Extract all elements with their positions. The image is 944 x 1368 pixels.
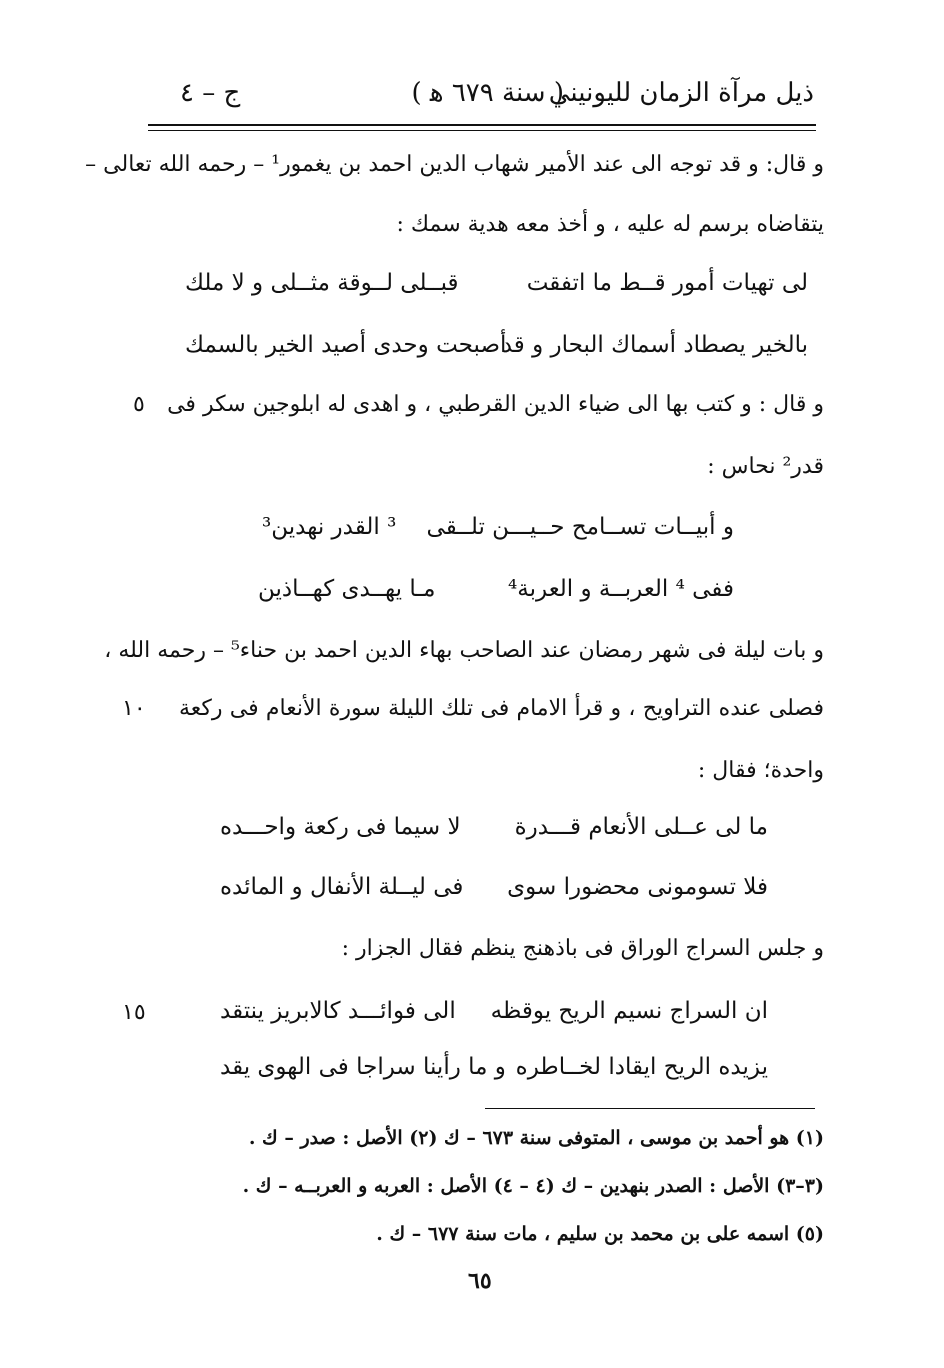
verse-first-hemistich: و أبيــات تســامح حــيـــن تلــقى [426, 514, 734, 540]
header-rule-thick [148, 124, 816, 126]
verse-second-hemistich: الى فوائـــد كالابريز ينتقد [220, 998, 456, 1024]
text-line: و بات ليلة فى شهر رمضان عند الصاحب بهاء الدين احمد بن حناء⁵ – رحمه الله ، [104, 638, 824, 663]
text-line: واحدة؛ فقال : [697, 758, 824, 783]
text-line: و جلس السراج الوراق فى باذهنج ينظم فقال الجزار : [341, 936, 824, 961]
verse-second-hemistich: لا سيما فى ركعة واحـــده [220, 814, 461, 840]
text-line: يتقاضاه برسم له عليه ، و أخذ معه هدية سمك : [396, 212, 824, 237]
verse-first-hemistich: ان السراج نسيم الريح يوقظه [490, 998, 768, 1024]
verse-second-hemistich: ³ القدر نهدين³ [262, 514, 397, 540]
verse-first-hemistich: فلا تسومونى محضورا سوى [507, 874, 768, 900]
verse-first-hemistich: ففى ⁴ العربــة و العربة⁴ [508, 576, 734, 602]
text-line: فصلى عنده التراويح ، و قرأ الامام فى تلك الليلة سورة الأنعام فى ركعة [179, 696, 824, 721]
running-header [150, 78, 814, 118]
verse-second-hemistich: أصبحت وحدى أصيد الخير بالسمك [185, 332, 507, 358]
footnote: (٥) اسمه على بن محمد بن سليم ، مات سنة ٦٧٧ – ك . [376, 1223, 824, 1245]
verse-first-hemistich: بالخير يصطاد أسماك البحار و قد [501, 332, 808, 358]
verse-second-hemistich: قبــلى لــوقة مثــلى و لا ملك [185, 270, 459, 296]
verse-second-hemistich: و ما رأينا سراجا فى الهوى يقد [220, 1054, 506, 1080]
header-year: ( سنة ٦٧٩ ﻫ ) [411, 78, 564, 108]
text-line: و قال : و كتب بها الى ضياء الدين القرطبي ، و اهدى له ابلوجين سكر فى [167, 392, 824, 417]
header-book-title: ذيل مرآة الزمان لليونيني [548, 78, 814, 108]
verse-first-hemistich: لى تهيات أمور قــط ما اتفقت [526, 270, 808, 296]
text-line: و قال: و قد توجه الى عند الأمير شهاب الدين احمد بن يغمور¹ – رحمه الله تعالى – [85, 152, 824, 177]
footnote: (١) هو أحمد بن موسى ، المتوفى سنة ٦٧٣ – ك (٢) الأصل : صدر – ك . [248, 1127, 824, 1149]
footnote-rule [485, 1108, 815, 1109]
footnote: (٣–٣) الأصل : الصدر بنهدين – ك (٤ – ٤) الأصل : العربه و العربــه – ك . [242, 1175, 824, 1197]
line-number: ١٥ [122, 1000, 146, 1025]
line-number: ٥ [133, 392, 145, 417]
page-number: ٦٥ [468, 1268, 492, 1294]
verse-first-hemistich: ما لى عــلى الأنعام قـــدرة [514, 814, 768, 840]
header-volume: ج – ٤ [180, 78, 241, 108]
line-number: ١٠ [122, 696, 146, 721]
verse-second-hemistich: فى ليــلة الأنفال و المائده [220, 874, 464, 900]
verse-first-hemistich: يزيده الريح ايقادا لخــاطره [515, 1054, 768, 1080]
verse-second-hemistich: مـا يهــدى كهــاذين [258, 576, 436, 602]
header-rule-thin [148, 130, 816, 131]
text-line: قدر² نحاس : [707, 454, 824, 479]
